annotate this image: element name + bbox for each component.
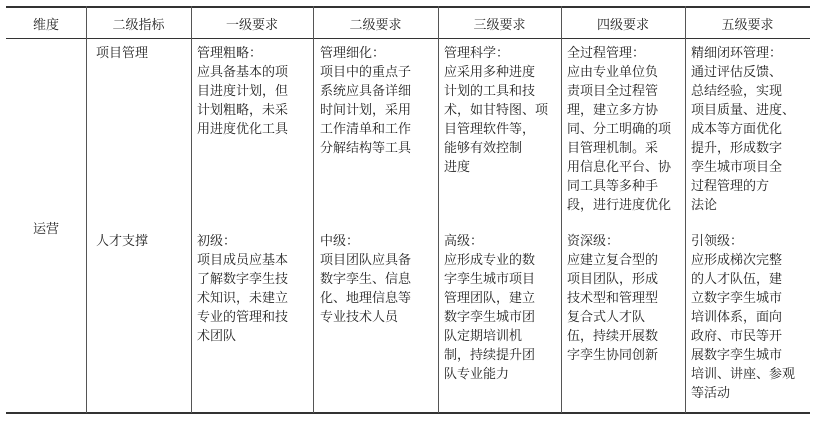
header-dimension: 维度 (32, 18, 59, 33)
table-bottom-rule (6, 412, 810, 414)
requirement-cell: 精细闭环管理： 通过评估反馈、 总结经验，实现 项目质量、进度、 成本等方面优化 提升，形成数字 孪生城市项目全 过程管理的方 法论 (691, 46, 796, 213)
header-level-4: 四级要求 (596, 18, 649, 33)
column-divider (685, 6, 686, 413)
header-level-3: 三级要求 (473, 18, 526, 33)
column-divider (438, 6, 439, 413)
indicator-cell: 项目管理 (96, 46, 149, 61)
header-secondary-indicator: 二级指标 (112, 18, 165, 33)
column-divider (86, 6, 87, 413)
indicator-cell: 人才支撑 (96, 234, 149, 249)
table-top-rule (6, 6, 810, 8)
requirement-cell: 管理科学： 应采用多种进度 计划的工具和技 术，如甘特图、项 目管理软件等， 能够有效控制 进度 (444, 46, 549, 175)
header-level-2: 二级要求 (349, 18, 402, 33)
requirement-cell: 全过程管理： 应由专业单位负 责项目全过程管 理，建立多方协 同、分工明确的项 目管理机制。采 用信息化平台、协 同工具等多种手 段，进行进度优化 (567, 46, 672, 213)
requirement-cell: 初级： 项目成员应基本 了解数字孪生技 术知识，未建立 专业的管理和技 术团队 (197, 234, 289, 344)
dimension-cell: 运营 (32, 222, 59, 237)
column-divider (561, 6, 562, 413)
table-header-rule (6, 38, 810, 39)
requirement-cell: 高级： 应形成专业的数 字孪生城市项目 管理团队，建立 数字孪生城市团 队定期培训机 制，持续提升团 队专业能力 (444, 234, 536, 382)
requirement-cell: 管理粗略： 应具备基本的项 目进度计划，但 计划粗略，未采 用进度优化工具 (197, 46, 289, 137)
header-level-1: 一级要求 (225, 18, 278, 33)
requirement-cell: 管理细化： 项目中的重点子 系统应具备详细 时间计划，采用 工作清单和工作 分解结构等工具 (320, 46, 412, 156)
column-divider (313, 6, 314, 413)
requirement-cell: 引领级： 应形成梯次完整 的人才队伍，建 立数字孪生城市 培训体系，面向 政府、市民等开 展数字孪生城市 培训、讲座、参观 等活动 (691, 234, 796, 401)
column-divider (191, 6, 192, 413)
header-level-5: 五级要求 (721, 18, 774, 33)
requirement-cell: 资深级： 应建立复合型的 项目团队，形成 技术型和管理型 复合式人才队 伍，持续开展数 字孪生协同创新 (567, 234, 659, 363)
requirement-cell: 中级： 项目团队应具备 数字孪生、信息 化、地理信息等 专业技术人员 (320, 234, 412, 325)
